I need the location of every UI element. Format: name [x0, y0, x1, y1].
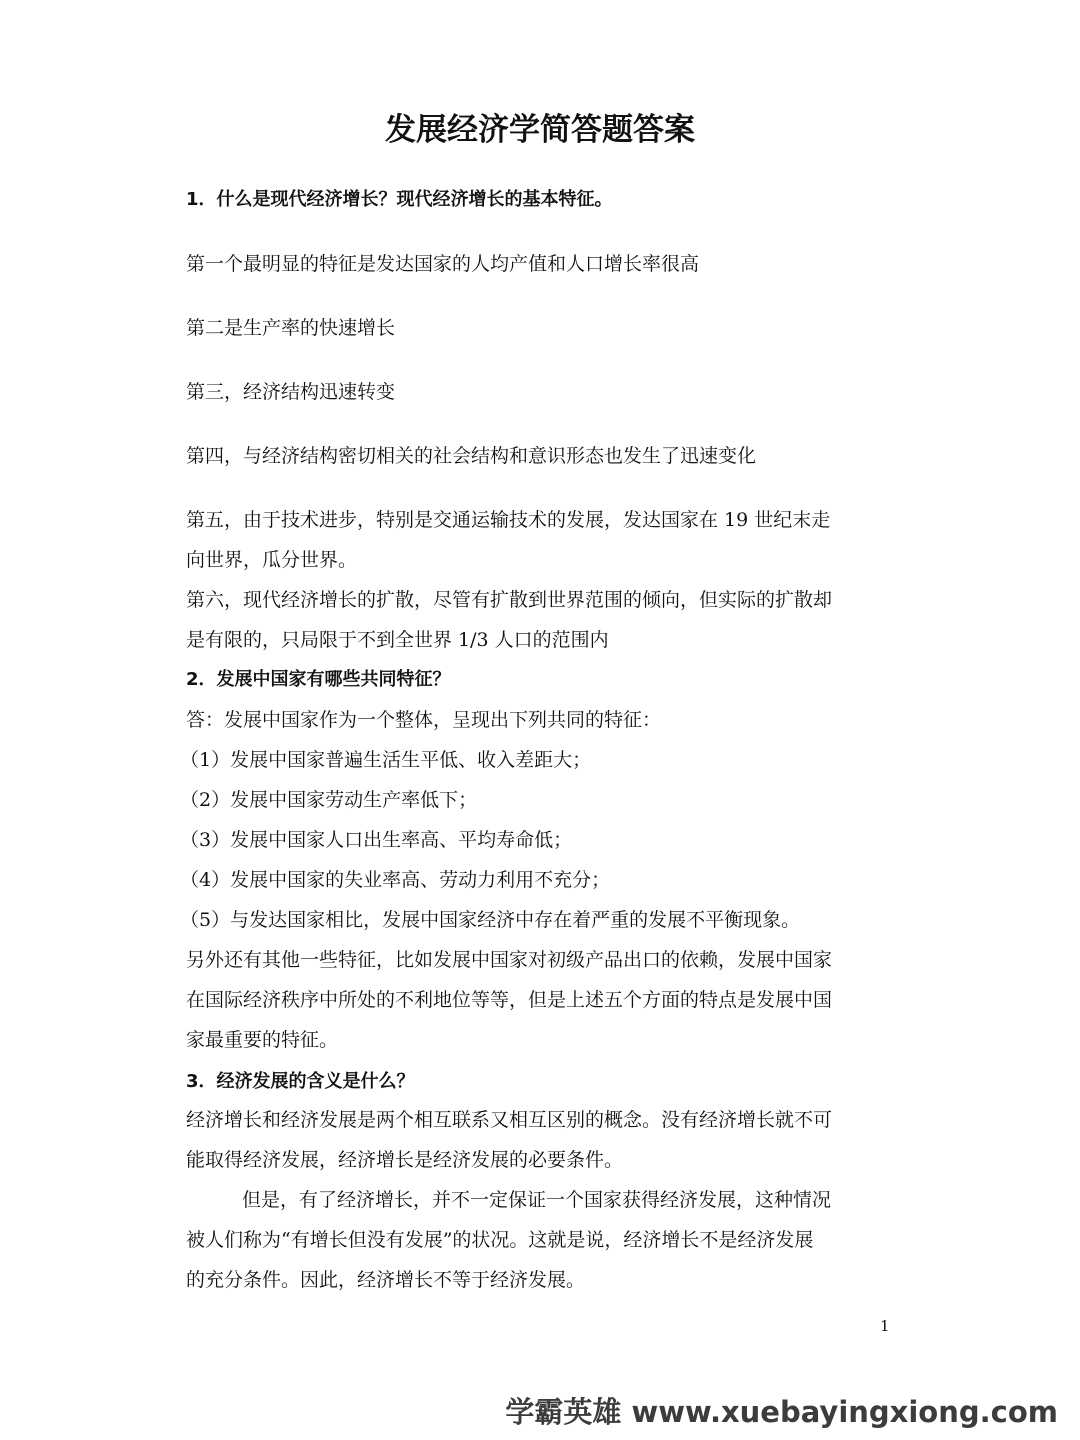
q2-intro: 答：发展中国家作为一个整体，呈现出下列共同的特征：	[186, 709, 662, 731]
q2-extra-line-3: 家最重要的特征。	[186, 1029, 339, 1051]
q2-list-item: （4）发展中国家的失业率高、劳动力利用不充分；	[180, 869, 611, 891]
q1-paragraph-4: 第四，与经济结构密切相关的社会结构和意识形态也发生了迅速变化	[186, 445, 757, 467]
q3-paragraph-2-line-3: 的充分条件。因此，经济增长不等于经济发展。	[186, 1269, 586, 1291]
question-2-heading: 2．发展中国家有哪些共同特征？	[186, 669, 451, 690]
q1-paragraph-1: 第一个最明显的特征是发达国家的人均产值和人口增长率很高	[186, 253, 700, 275]
q2-list-item: （5）与发达国家相比，发展中国家经济中存在着严重的发展不平衡现象。	[180, 909, 801, 931]
q1-paragraph-6-line-2: 是有限的，只局限于不到全世界 1/3 人口的范围内	[186, 629, 609, 651]
q1-paragraph-2: 第二是生产率的快速增长	[186, 317, 396, 339]
q1-paragraph-6-line-1: 第六，现代经济增长的扩散，尽管有扩散到世界范围的倾向，但实际的扩散却	[186, 589, 833, 611]
q2-list-item: （3）发展中国家人口出生率高、平均寿命低；	[180, 829, 573, 851]
site-watermark: 学霸英雄 www.xuebayingxiong.com	[505, 1395, 1058, 1429]
q1-paragraph-5-line-1: 第五，由于技术进步，特别是交通运输技术的发展，发达国家在 19 世纪末走	[186, 509, 831, 531]
q3-paragraph-1-line-1: 经济增长和经济发展是两个相互联系又相互区别的概念。没有经济增长就不可	[186, 1109, 833, 1131]
q1-paragraph-5-line-2: 向世界，瓜分世界。	[186, 549, 358, 571]
q2-list-item: （2）发展中国家劳动生产率低下；	[180, 789, 478, 811]
q3-paragraph-2-line-1: 但是，有了经济增长，并不一定保证一个国家获得经济发展，这种情况	[242, 1189, 832, 1211]
document-title: 发展经济学简答题答案	[385, 112, 695, 148]
q2-list-item: （1）发展中国家普遍生活生平低、收入差距大；	[180, 749, 592, 771]
question-1-heading: 1．什么是现代经济增长？现代经济增长的基本特征。	[186, 189, 613, 210]
q2-extra-line-2: 在国际经济秩序中所处的不利地位等等，但是上述五个方面的特点是发展中国	[186, 989, 833, 1011]
question-3-heading: 3．经济发展的含义是什么？	[186, 1071, 415, 1092]
q3-paragraph-1-line-2: 能取得经济发展，经济增长是经济发展的必要条件。	[186, 1149, 624, 1171]
q3-paragraph-2-line-2: 被人们称为“有增长但没有发展”的状况。这就是说，经济增长不是经济发展	[186, 1229, 814, 1251]
q1-paragraph-3: 第三，经济结构迅速转变	[186, 381, 396, 403]
q2-extra-line-1: 另外还有其他一些特征，比如发展中国家对初级产品出口的依赖，发展中国家	[186, 949, 833, 971]
page-number: 1	[880, 1317, 890, 1335]
